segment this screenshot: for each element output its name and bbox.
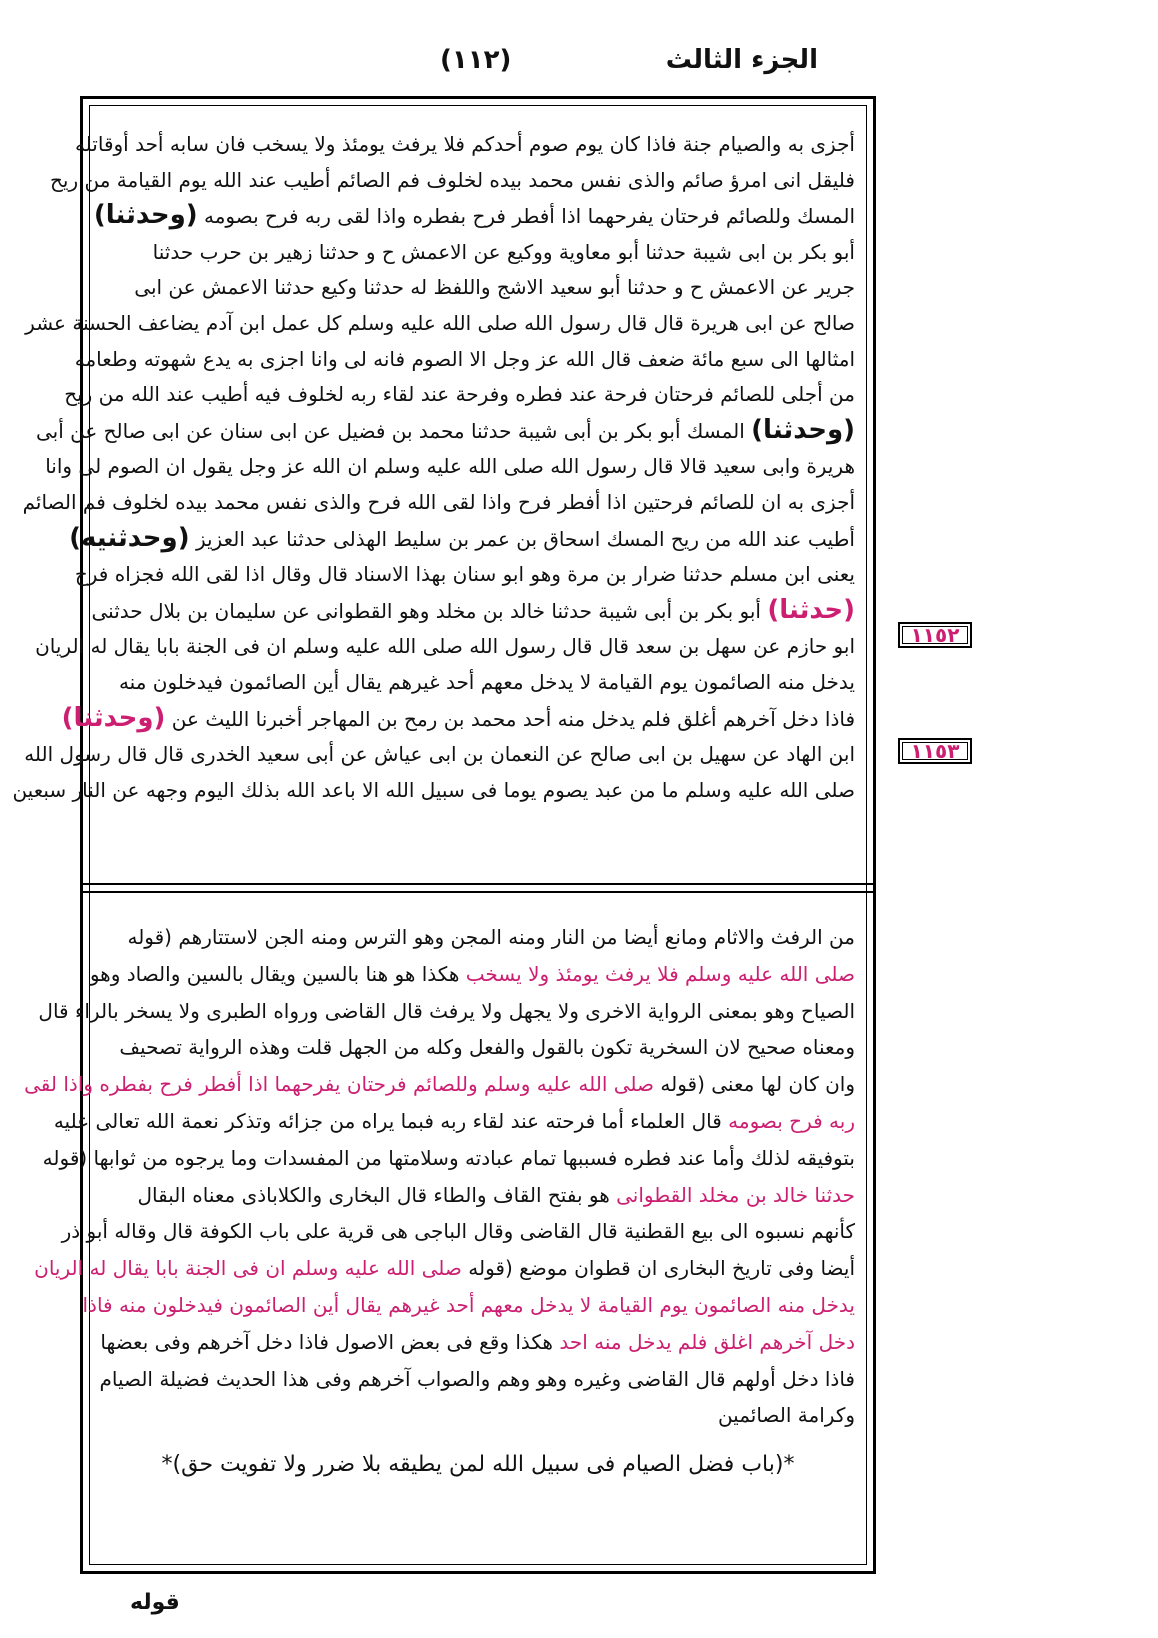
main-line: يدخل منه الصائمون يوم القيامة لا يدخل معهم أحد غيرهم يقال أين الصائمون فيدخلون منه — [118, 669, 855, 694]
commentary-line: من الرفث والاثام ومانع أيضا من النار ومنه المجن وهو الترس ومنه الجن لاستتارهم (قوله — [127, 925, 855, 949]
main-line: هريرة وابى سعيد قالا قال رسول الله صلى الله عليه وسلم ان الله عز وجل يقول ان الصوم لى وانا — [45, 454, 855, 479]
section-marker: (حدثنا) — [767, 594, 855, 625]
main-line: أجزى به والصيام جنة فاذا كان يوم صوم أحدكم فلا يرفث يومئذ ولا يسخب فان سابه أحد أوقاتله — [74, 132, 855, 156]
commentary-line: ربه فرح بصومه قال العلماء أما فرحته عند لقاء ربه فبما يراه من جزائه وتذكر نعمة الله تعالى عليه — [53, 1108, 855, 1133]
commentary-line: دخل آخرهم اغلق فلم يدخل منه احد هكذا وقع فى بعض الاصول فاذا دخل آخرهم وفى بعضها — [100, 1329, 855, 1354]
section-marker: (وحدثنا) — [61, 702, 166, 733]
main-line: (حدثنا) أبو بكر بن أبى شيبة حدثنا خالد بن مخلد وهو القطوانى عن سليمان بن بلال حدثنى — [91, 594, 855, 625]
main-line: ابو حازم عن سهل بن سعد قال قال رسول الله صلى الله عليه وسلم ان فى الجنة بابا يقال له الريان — [35, 634, 855, 659]
running-header-title: الجزء الثالث — [665, 45, 818, 75]
commentary-line: وان كان لها معنى (قوله صلى الله عليه وسلم وللصائم فرحتان يفرحهما اذا أفطر فرح بفطره واذا لقى — [24, 1072, 855, 1097]
commentary-text — [24, 919, 855, 1478]
section-divider — [83, 883, 873, 893]
catchword: قوله — [130, 1590, 180, 1615]
commentary-line: فاذا دخل أولهم قال القاضى وغيره وهو وهم والصواب آخرهم وفى هذا الحديث فضيلة الصيام — [99, 1366, 855, 1391]
commentary-line: حدثنا خالد بن مخلد القطوانى هو بفتح القاف والطاء قال البخارى والكلاباذى معناه البقال — [137, 1182, 855, 1207]
main-line: المسك وللصائم فرحتان يفرحهما اذا أفطر فرح بفطره واذا لقى ربه فرح بصومه (وحدثنا) — [93, 200, 855, 231]
section-marker: (وحدثنا) — [93, 200, 198, 231]
commentary-line: أيضا وفى تاريخ البخارى ان قطوان موضع (قوله صلى الله عليه وسلم ان فى الجنة بابا يقال له الريان — [34, 1256, 855, 1281]
main-line: من أجلى للصائم فرحتان فرحة عند فطره وفرحة عند لقاء ربه لخلوف فيه أطيب عند الله من ريح — [64, 382, 855, 407]
main-line: فليقل انى امرؤ صائم والذى نفس محمد بيده لخلوف فم الصائم أطيب عند الله يوم القيامة من ريح — [50, 167, 855, 192]
hadith-number-1153: ١١٥٣ — [898, 738, 972, 764]
commentary-line: بتوفيقه لذلك وأما عند فطره فسببها تمام عبادته وسلامتها من المفسدات وما يرجوه من ثوابها (قوله — [42, 1145, 855, 1170]
main-line: (وحدثنا) المسك أبو بكر بن أبى شيبة حدثنا محمد بن فضيل عن ابى سنان عن ابى صالح عن أبى — [35, 414, 855, 445]
main-line: أبو بكر بن ابى شيبة حدثنا أبو معاوية ووكيع عن الاعمش ح و حدثنا زهير بن حرب حدثنا — [152, 239, 855, 264]
main-line: صالح عن ابى هريرة قال قال رسول الله صلى الله عليه وسلم كل عمل ابن آدم يضاعف الحسنة عشر — [25, 310, 855, 335]
commentary-line: يدخل منه الصائمون يوم القيامة لا يدخل معهم أحد غيرهم يقال أين الصائمون فيدخلون منه فاذا — [82, 1292, 855, 1317]
commentary-line: وكرامة الصائمين — [717, 1403, 855, 1428]
chapter-title: *(باب فضل الصيام فى سبيل الله لمن يطيقه بلا ضرر ولا تفويت حق)* — [161, 1452, 795, 1478]
main-line: صلى الله عليه وسلم ما من عبد يصوم يوما فى سبيل الله الا باعد الله بذلك اليوم وجهه عن النار سبعين — [12, 777, 855, 802]
page-frame — [12, 96, 876, 1574]
main-line: يعنى ابن مسلم حدثنا ضرار بن مرة وهو ابو سنان بهذا الاسناد قال وقال اذا لقى الله فجزاه فرح — [74, 562, 855, 587]
main-line: امثالها الى سبع مائة ضعف قال الله عز وجل الا الصوم فانه لى وانا اجزى به يدع شهوته وطعامه — [74, 346, 855, 371]
commentary-line: الصياح وهو بمعنى الرواية الاخرى ولا يجهل ولا يرفث قال القاضى ورواه الطبرى ولا يسخر بالراء قال — [38, 998, 855, 1023]
section-marker: (وحدثنيه) — [69, 522, 190, 553]
main-line: فاذا دخل آخرهم أغلق فلم يدخل منه أحد محمد بن رمح بن المهاجر أخبرنا الليث عن (وحدثنا) — [61, 702, 855, 733]
page-number: (١١٢) — [440, 45, 512, 75]
main-line: أطيب عند الله من ريح المسك اسحاق بن عمر بن سليط الهذلى حدثنا عبد العزيز (وحدثنيه) — [69, 522, 855, 553]
section-marker: (وحدثنا) — [751, 414, 855, 445]
main-line: جرير عن الاعمش ح و حدثنا أبو سعيد الاشج واللفظ له حدثنا وكيع حدثنا الاعمش عن ابى — [134, 275, 855, 300]
main-line: ابن الهاد عن سهيل بن ابى صالح عن النعمان بن ابى عياش عن أبى سعيد الخدرى قال قال رسول الله — [24, 742, 855, 767]
main-line: أجزى به ان للصائم فرحتين اذا أفطر فرح واذا لقى الله فرح والذى نفس محمد بيده لخلوف فم الصائم — [22, 489, 855, 514]
hadith-number-1152: ١١٥٢ — [898, 622, 972, 648]
commentary-line: كأنهم نسبوه الى بيع القطنية قال القاضى وقال الباجى هى قرية على باب الكوفة قال وقاله أبو ذر — [61, 1219, 855, 1244]
commentary-line: ومعناه صحيح لان السخرية تكون بالقول والفعل وكله من الجهل قلت وهذه الرواية تصحيف — [119, 1035, 855, 1060]
main-text — [12, 127, 855, 808]
commentary-line: صلى الله عليه وسلم فلا يرفث يومئذ ولا يسخب هكذا هو هنا بالسين ويقال بالسين والصاد وهو — [89, 961, 855, 986]
